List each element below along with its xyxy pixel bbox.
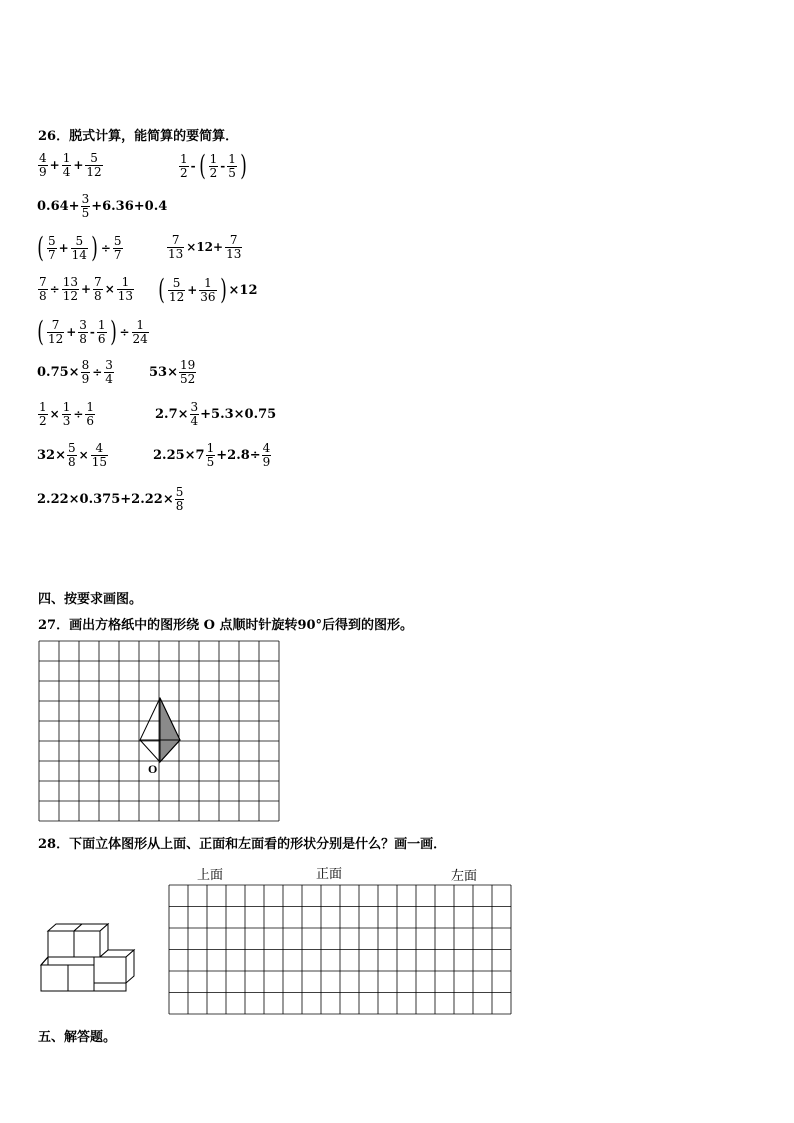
fraction: $\frac{7}{13}$ [226,233,242,261]
fraction: $\frac{3}{4}$ [105,358,113,386]
q28-title: 28．下面立体图形从上面、正面和左面看的形状分别是什么？画一画． [38,837,447,852]
fraction: $\frac{5}{7}$ [113,233,122,262]
fraction: $\frac{1}{24}$ [132,317,148,346]
fraction: $\frac{1}{5}$ [206,441,215,469]
fraction: $\frac{1}{13}$ [117,275,134,303]
expr-3: 0.64+ $\frac{3}{5}$ +6.36+0.4 [37,192,168,220]
fraction: $\frac{5}{7}$ [47,233,56,262]
fraction: $\frac{4}{9}$ [39,151,47,179]
expr-6: $\frac{7}{8}$ ÷ $\frac{13}{12}$ + $\frac{7}{8}$ × $\frac{1}{13}$ [39,275,134,303]
fraction: $\frac{13}{12}$ [62,275,78,303]
fraction: $\frac{7}{8}$ [94,275,102,303]
fraction: $\frac{4}{15}$ [91,441,107,469]
fraction: $\frac{8}{9}$ [81,358,90,386]
expr-1: $\frac{4}{9}$ + $\frac{1}{4}$ + $\frac{5}{12}$ [39,151,102,179]
fraction: $\frac{4}{9}$ [262,441,271,469]
expr-14: 2.25×7 $\frac{1}{5}$ +2.8÷ $\frac{4}{9}$ [153,441,271,469]
fraction: $\frac{1}{2}$ [180,151,188,180]
section-5-heading: 五、解答题。 [38,1030,117,1045]
point-o-label: O [148,762,158,776]
label-left-view: 左面 [451,869,478,884]
fraction: $\frac{5}{14}$ [71,233,87,262]
fraction: $\frac{7}{12}$ [47,317,64,346]
label-top-view: 上面 [197,868,224,883]
fraction: $\frac{1}{4}$ [62,151,71,179]
expr-9: 0.75× $\frac{8}{9}$ ÷ $\frac{3}{4}$ [37,358,113,386]
q27-title: 27．画出方格纸中的图形绕 O 点顺时针旋转90°后得到的图形。 [38,618,414,633]
fraction: $\frac{1}{3}$ [62,400,71,428]
expr-10: 53× $\frac{19}{52}$ [149,358,196,386]
fraction: $\frac{5}{12}$ [86,151,102,179]
fraction: $\frac{1}{2}$ [39,400,47,428]
q27-grid-paper [38,640,282,824]
expr-15: 2.22×0.375+2.22× $\frac{5}{8}$ [37,485,184,513]
fraction: $\frac{3}{8}$ [79,317,87,346]
fraction: $\frac{1}{5}$ [228,151,236,180]
q28-grid-paper [168,884,512,1016]
cube-stack-figure [38,922,138,994]
fraction: $\frac{19}{52}$ [179,358,196,386]
fraction: $\frac{3}{4}$ [190,400,199,428]
shaded-triangle [160,698,180,762]
expr-7: ( $\frac{5}{12}$ + $\frac{1}{36}$ ) ×12 [158,273,258,306]
expr-8: ( $\frac{7}{12}$ + $\frac{3}{8}$ - $\frac{1}{6}$ ) ÷ $\frac{1}{24}$ [37,315,148,348]
fraction: $\frac{5}{8}$ [67,441,76,469]
expr-11: $\frac{1}{2}$ × $\frac{1}{3}$ ÷ $\frac{1}{6}$ [39,400,95,428]
fraction: $\frac{1}{6}$ [86,400,95,428]
expr-5: $\frac{7}{13}$ ×12+ $\frac{7}{13}$ [168,233,242,261]
fraction: $\frac{5}{8}$ [175,485,184,513]
label-front-view: 正面 [316,867,343,882]
fraction: $\frac{7}{13}$ [168,233,184,261]
expr-2: $\frac{1}{2}$ - ( $\frac{1}{2}$ - $\frac{1}{5}$ ) [180,149,247,182]
section-4-heading: 四、按要求画图。 [38,592,143,607]
fraction: $\frac{3}{5}$ [81,192,90,220]
q26-title: 26．脱式计算，能简算的要简算． [38,129,239,144]
expr-13: 32× $\frac{5}{8}$ × $\frac{4}{15}$ [37,441,107,469]
fraction: $\frac{7}{8}$ [39,275,47,303]
fraction: $\frac{5}{12}$ [168,275,185,304]
expr-12: 2.7× $\frac{3}{4}$ +5.3×0.75 [155,400,277,428]
fraction: $\frac{1}{36}$ [200,275,216,304]
fraction: $\frac{1}{6}$ [97,317,106,346]
fraction: $\frac{1}{2}$ [209,151,218,180]
expr-4: ( $\frac{5}{7}$ + $\frac{5}{14}$ ) ÷ $\frac{5}{7}$ [37,231,122,264]
